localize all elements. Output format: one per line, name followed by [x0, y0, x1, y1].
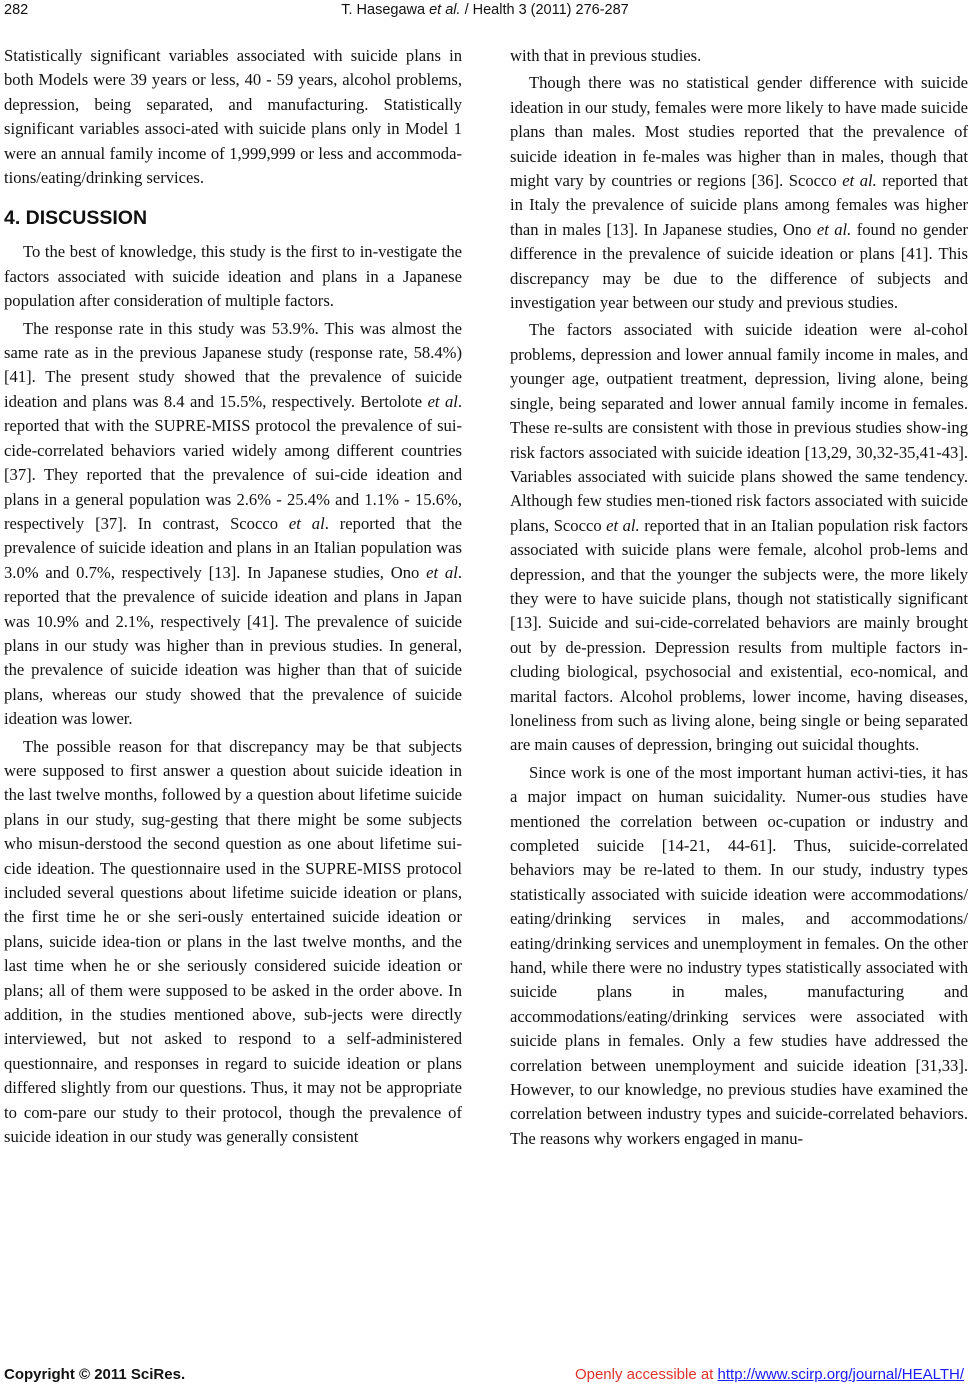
text-run: The response rate in this study was 53.9%. This was almost the same rate as in the previous Japanese study (response rate, 58.4%) [41]. The present study showed that the prevalence of suicide ideation and plans was 8.4 and 15.5%, respectively. Bertolote [4, 318, 462, 411]
paragraph-discussion-intro: To the best of knowledge, this study is the first to in-vestigate the factors associated with suicide ideation and plans in a Japanese population after consideration of multiple factors. [4, 242, 462, 311]
header-authors: T. Hasegawa [341, 2, 430, 18]
paragraph-gender [510, 71, 968, 315]
italic-etal: et al [426, 562, 458, 582]
paragraph-response-rate [4, 317, 462, 732]
italic-etal: et al. [606, 515, 640, 535]
text-run: . reported that the prevalence of suicide ideation and plans in an Italian population was 3.0% and 0.7%, respectively [13]. In Japanese studies, Ono [4, 513, 463, 582]
text-run: found no gender difference in the prevalence of suicide ideation or plans [41]. This discrepancy may be due to the difference of subjects and investigation year between our study and previous studies. [510, 219, 968, 313]
italic-etal: et al. [816, 219, 852, 239]
paragraph-risk-factors [510, 318, 968, 757]
paragraph-discrepancy: The possible reason for that discrepancy may be that subjects were supposed to first answer a question about suicide ideation in the last twelve months, followed by a question about lifetime suicide plans in our study, sug-gesting that there might be some subjects who misun-derstood the second question as one about lifetime sui-cide ideation. The questionnaire used in the SUPRE-MISS protocol included several questions about lifetime suicide ideation or plans, the first time he or she seri-ously entertained suicide ideation or plans, suicide idea-tion or plans in the last twelve months, and the last time when he or she seriously considered suicide ideation or plans; all of them were supposed to be asked in the order above. In addition, in the studies mentioned above, sub-jects were directly interviewed, but not asked to respond to a self-administered questionnaire, and responses in regard to suicide ideation or plans differed slightly from our questions. Thus, it may not be appropriate to com-pare our study to their protocol, though the prevalence of suicide ideation in our study was generally consistent [4, 736, 462, 1147]
open-access-label: Openly accessible at [574, 1366, 718, 1383]
text-run: Though there was no statistical gender difference with suicide ideation in our study, females were more likely to have made suicide plans than males. Most studies reported that the prevalence of suicide ideation in fe-males was higher than in males, though that might vary by countries or regions [36]. Scocco [510, 73, 968, 191]
text-run: The factors associated with suicide ideation were al-cohol problems, depression and lower annual family income in males, and younger age, outpatient treatment, depression, living alone, being single, being separated and lower annual family income in females. These re-sults are consistent with those in previous studies show-ing risk factors associated with suicide ideation [13,29, 30,32-35,41-43]. Variables associated with suicide plans showed the same tendency. Although few studies men-tioned risk factors associated with suicide plans, Scocco [510, 320, 968, 535]
open-access-notice [575, 1366, 964, 1383]
running-header [0, 2, 970, 24]
page-footer [0, 1366, 970, 1386]
text-run: . reported that with the SUPRE-MISS protocol the prevalence of sui-cide-correlated behaviors varied widely among different countries [37]. They reported that the prevalence of sui-cide ideation and plans in a general population was 2.6% - 25.4% and 1.1% - 15.6%, respectively [37]. In contrast, Scocco [4, 391, 463, 533]
paragraph-occupation: Since work is one of the most important human activi-ties, it has a major impact on human suicidality. Numer-ous studies have mentioned the correlation between oc-cupation or industry and completed suicide [14-21, 44-61]. Thus, suicide-correlated behaviors may be re-lated to them. In our study, industry types statistically associated with suicide ideation were accommodations/ eating/drinking services in males, and accommodations/ eating/drinking services and unemployment in females. On the other hand, while there were no industry types statistically associated with suicide plans in males, manufacturing and accommodations/eating/drinking services were associated with suicide plans in females. Only a few studies have addressed the correlation between unemployment and suicide ideation [31,33]. However, to our knowledge, no previous studies have examined the correlation between industry types and suicide-correlated behaviors. The reasons why workers engaged in manu- [510, 762, 968, 1148]
italic-etal: et al [288, 513, 325, 533]
header-etal: et al. [429, 2, 461, 18]
text-run: . reported that the prevalence of suicide ideation and plans in Japan was 10.9% and 2.1%, respectively [41]. The prevalence of suicide plans in our study was higher than in previous studies. In general, the prevalence of suicide ideation was higher than that of suicide plans, whereas our study showed that the prevalence of suicide ideation was lower. [4, 562, 462, 729]
paragraph-results-end: Statistically significant variables associated with suicide plans in both Models were 39 years or less, 40 - 59 years, alcohol problems, depression, being separated, and manufacturing. Statistically significant variables associ-ated with suicide plans only in Model 1 were an annual family income of 1,999,999 or less and accommoda-tions/eating/drinking services. [4, 46, 462, 188]
paragraph-continuation: with that in previous studies. [510, 46, 702, 65]
journal-url-link[interactable]: http://www.scirp.org/journal/HEALTH/ [717, 1366, 964, 1383]
right-column [510, 44, 968, 1151]
copyright-notice: Copyright © 2011 SciRes. [4, 1366, 186, 1383]
section-heading-discussion: 4. DISCUSSION [4, 207, 148, 230]
left-column [4, 44, 462, 1149]
text-run: reported that in Italy the prevalence of suicide plans among females was higher than in males [13]. In Japanese studies, Ono [510, 171, 968, 239]
journal-citation [0, 2, 970, 18]
italic-etal: et al [427, 391, 458, 411]
header-journal: / Health 3 (2011) 276-287 [460, 2, 629, 18]
italic-etal: et al. [842, 171, 877, 191]
page-number: 282 [4, 2, 29, 18]
text-run: reported that in an Italian population risk factors associated with suicide plans were female, alcohol prob-lems and depression, and that the younger the subjects were, the more likely they were to have suicide plans, though not statistically significant [13]. Suicide and sui-cide-correlated behaviors are mainly brought out by de-pression. Depression results from multiple factors in-cluding biological, psychosocial and existential, eco-nomical, and marital factors. Alcohol problems, lower income, having diseases, loneliness from such as living alone, being single or being separated are main causes of depression, bringing out suicidal thoughts. [510, 515, 969, 755]
